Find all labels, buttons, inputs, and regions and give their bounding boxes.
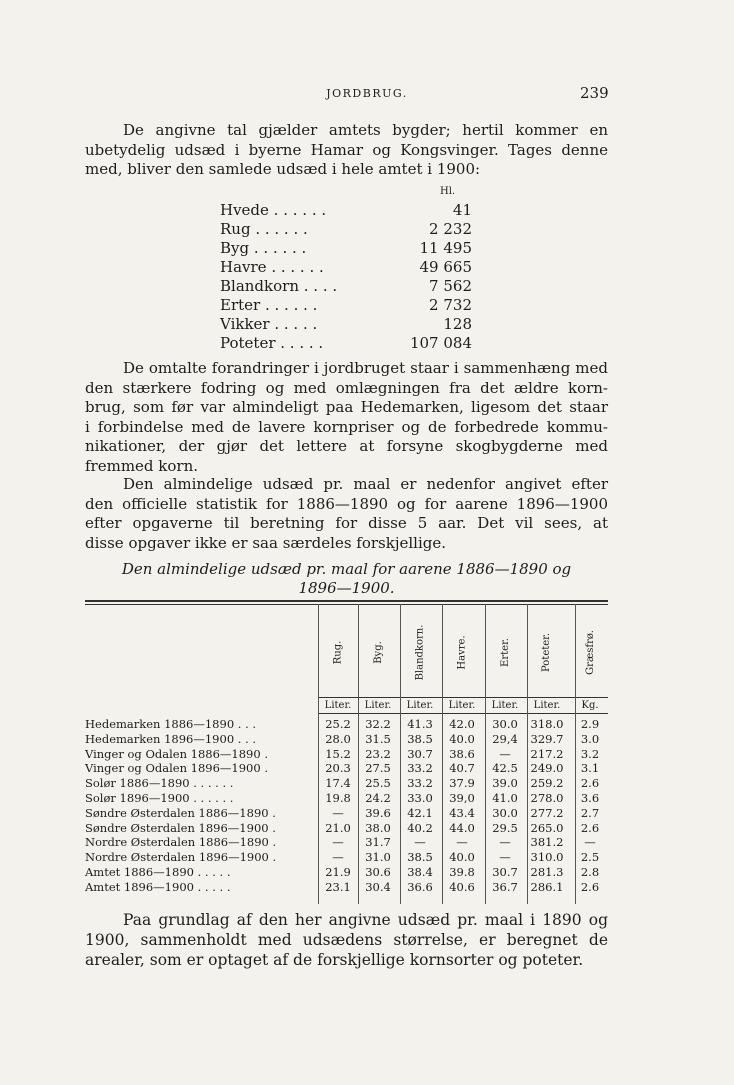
- row-label: Hedemarken 1896—1900 . . .: [85, 731, 257, 746]
- table-cell: 36.6: [407, 879, 433, 894]
- table-cell: 42.1: [407, 805, 433, 820]
- table-cell: 2.5: [580, 850, 600, 865]
- table-cell: 37.9: [449, 776, 475, 791]
- table-cell: —: [499, 746, 511, 761]
- table-cell: 41.0: [492, 791, 518, 805]
- table-cell: 3.2: [580, 746, 600, 761]
- table-cell: 42.5: [492, 761, 518, 776]
- table-cell: 40.6: [449, 879, 475, 894]
- table-cell: 2.6: [580, 776, 600, 791]
- column-unit: Liter.: [406, 700, 434, 711]
- table-cell: —: [584, 835, 596, 850]
- table-cell: 43.4: [449, 805, 475, 820]
- column-unit: Kg.: [581, 700, 599, 711]
- table-row: [85, 835, 608, 850]
- table-row: [85, 791, 608, 806]
- table-cell: 42.0: [449, 717, 475, 731]
- row-label: Vinger og Odalen 1896—1900 .: [85, 761, 268, 776]
- column-header: [318, 612, 358, 692]
- crop-value: 107 084: [409, 334, 472, 352]
- table-cell: 217.2: [530, 746, 564, 761]
- caption-line: Den almindelige udsæd pr. maal for aarene 1886—1890 og: [121, 560, 572, 578]
- table-cell: 24.2: [365, 791, 391, 805]
- column-header: [442, 612, 482, 692]
- text-line: Paa grundlag af den her angivne udsæd pr. maal i 1890 og: [123, 911, 608, 929]
- table-cell: 318.0: [530, 717, 564, 731]
- table-cell: 310.0: [530, 850, 564, 865]
- total-sowing-unit: Hl.: [440, 186, 456, 197]
- row-label: Søndre Østerdalen 1896—1900 .: [85, 820, 276, 835]
- table-cell: 38.4: [407, 865, 433, 879]
- column-header-label: Græsfrø.: [584, 629, 596, 675]
- text-line: 1900, sammenholdt med udsædens størrelse, er beregnet de: [85, 931, 608, 949]
- table-cell: 39.0: [492, 776, 518, 791]
- table-cell: 265.0: [530, 820, 564, 835]
- table-row: [85, 865, 608, 880]
- table-cell: 30.6: [365, 865, 391, 879]
- column-header-label: Erter.: [499, 637, 511, 667]
- table-row: [85, 821, 608, 836]
- total-sowing-row: [220, 315, 472, 334]
- table-cell: 39.8: [449, 865, 475, 879]
- table-row: [85, 732, 608, 747]
- table-cell: 29,4: [492, 731, 518, 746]
- table-row: [85, 806, 608, 821]
- table-cell: 2.9: [580, 717, 600, 731]
- column-header: [527, 612, 567, 692]
- text-line: arealer, som er optaget af de forskjellige kornsorter og poteter.: [85, 951, 584, 969]
- page-number: 239: [580, 84, 609, 102]
- column-header: [400, 612, 440, 692]
- table-cell: 329.7: [530, 731, 564, 746]
- crop-label: Erter . . . . . .: [220, 296, 318, 314]
- crop-value: 49 665: [419, 258, 472, 276]
- total-sowing-row: [220, 334, 472, 353]
- table-cell: 38.0: [365, 820, 391, 835]
- paragraph-statistics: [85, 475, 608, 553]
- table-cell: 20.3: [325, 761, 351, 776]
- crop-value: 2 732: [429, 296, 472, 314]
- row-label: Søndre Østerdalen 1886—1890 .: [85, 805, 276, 820]
- table-cell: 3.0: [580, 731, 600, 746]
- table-cell: 32.2: [365, 717, 391, 731]
- crop-value: 7 562: [429, 277, 472, 295]
- column-header-label: Poteter.: [541, 632, 553, 672]
- table-cell: 30.0: [492, 717, 518, 731]
- text-line: med, bliver den samlede udsæd i hele amtet i 1900:: [85, 160, 481, 178]
- table-cell: 2.6: [580, 879, 600, 894]
- table-cell: 44.0: [449, 820, 475, 835]
- table-cell: 381.2: [530, 835, 564, 850]
- table-cell: 2.7: [580, 805, 600, 820]
- table-cell: 21.9: [325, 865, 351, 879]
- table-cell: 39,0: [449, 791, 475, 805]
- row-label: Solør 1896—1900 . . . . . .: [85, 791, 234, 805]
- text-line: disse opgaver ikke er saa særdeles forskjellige.: [85, 533, 446, 552]
- intro-paragraph: [85, 121, 608, 180]
- table-row: [85, 776, 608, 791]
- table-top-rule-thin: [85, 604, 608, 605]
- table-caption: [85, 560, 608, 598]
- column-header: [485, 612, 525, 692]
- table-cell: 23.1: [325, 879, 351, 894]
- table-cell: 30.4: [365, 879, 391, 894]
- table-cell: 40.7: [449, 761, 475, 776]
- row-label: Amtet 1886—1890 . . . . .: [85, 865, 231, 879]
- table-cell: 3.6: [580, 791, 600, 805]
- table-cell: 25.5: [365, 776, 391, 791]
- table-cell: 41.3: [407, 717, 433, 731]
- table-cell: 33.2: [407, 776, 433, 791]
- row-label: Nordre Østerdalen 1896—1900 .: [85, 850, 277, 865]
- table-cell: —: [332, 835, 344, 850]
- crop-value: 2 232: [429, 220, 472, 238]
- table-cell: 281.3: [530, 865, 564, 879]
- table-cell: 40.0: [449, 850, 475, 865]
- table-cell: 33.2: [407, 761, 433, 776]
- text-line: nikationer, der gjør det lettere at forsyne skogbygderne med: [85, 437, 608, 455]
- total-sowing-row: [220, 220, 472, 239]
- table-cell: 27.5: [365, 761, 391, 776]
- column-header: [574, 612, 606, 692]
- table-cell: 29.5: [492, 820, 518, 835]
- column-unit: Liter.: [364, 700, 392, 711]
- crop-label: Poteter . . . . .: [220, 334, 324, 352]
- text-line: De omtalte forandringer i jordbruget staar i sammenhæng med: [123, 359, 608, 377]
- table-cell: 36.7: [492, 879, 518, 894]
- table-cell: 33.0: [407, 791, 433, 805]
- paragraph-relations: [85, 359, 608, 476]
- column-header-label: Byg.: [372, 640, 384, 664]
- row-label: Vinger og Odalen 1886—1890 .: [85, 746, 268, 761]
- table-cell: 28.0: [325, 731, 351, 746]
- table-cell: 38.5: [407, 731, 433, 746]
- table-cell: 3.1: [580, 761, 600, 776]
- table-cell: 31.0: [365, 850, 391, 865]
- table-cell: 30.0: [492, 805, 518, 820]
- crop-label: Rug . . . . . .: [220, 220, 308, 238]
- crop-value: 11 495: [419, 239, 472, 257]
- column-header-label: Blandkorn.: [414, 624, 426, 680]
- table-unit-rule: [318, 713, 608, 714]
- table-top-rule: [85, 600, 608, 602]
- text-line: den officielle statistik for 1886—1890 og for aarene 1896—1900: [85, 494, 608, 513]
- crop-label: Havre . . . . . .: [220, 258, 324, 276]
- table-cell: 277.2: [530, 805, 564, 820]
- column-header-label: Havre.: [456, 634, 468, 670]
- table-cell: 40.0: [449, 731, 475, 746]
- text-line: ubetydelig udsæd i byerne Hamar og Kongsvinger. Tages denne: [85, 140, 608, 159]
- total-sowing-row: [220, 258, 472, 277]
- text-line: De angivne tal gjælder amtets bygder; hertil kommer en: [123, 121, 608, 139]
- table-cell: 30.7: [492, 865, 518, 879]
- table-cell: 15.2: [325, 746, 351, 761]
- table-cell: 31.5: [365, 731, 391, 746]
- table-cell: —: [499, 835, 511, 850]
- column-header: [358, 612, 398, 692]
- table-cell: 2.6: [580, 820, 600, 835]
- table-cell: —: [499, 850, 511, 865]
- column-unit: Liter.: [324, 700, 352, 711]
- text-line: i forbindelse med de lavere kornpriser og de forbedrede kommu-: [85, 417, 608, 436]
- column-unit: Liter.: [533, 700, 561, 711]
- row-label: Nordre Østerdalen 1886—1890 .: [85, 835, 277, 850]
- table-cell: 38.5: [407, 850, 433, 865]
- table-cell: 19.8: [325, 791, 351, 805]
- table-cell: 39.6: [365, 805, 391, 820]
- text-line: brug, som før var almindeligt paa Hedemarken, ligesom det staar: [85, 398, 608, 416]
- text-line: fremmed korn.: [85, 456, 199, 475]
- table-cell: 259.2: [530, 776, 564, 791]
- table-row: [85, 717, 608, 732]
- table-cell: 25.2: [325, 717, 351, 731]
- column-header-label: Rug.: [332, 640, 344, 664]
- table-cell: 286.1: [530, 879, 564, 894]
- table-cell: —: [332, 805, 344, 820]
- running-title: JORDBRUG.: [326, 87, 408, 100]
- closing-paragraph: [85, 910, 608, 970]
- crop-value: 41: [452, 201, 472, 219]
- table-cell: 40.2: [407, 820, 433, 835]
- crop-label: Blandkorn . . . .: [220, 277, 338, 295]
- text-line: Den almindelige udsæd pr. maal er nedenfor angivet efter: [123, 475, 608, 493]
- crop-value: 128: [443, 315, 472, 333]
- table-cell: 2.8: [580, 865, 600, 879]
- table-row: [85, 880, 608, 895]
- text-line: efter opgaverne til beretning for disse 5 aar. Det vil sees, at: [85, 514, 608, 532]
- caption-line: 1896—1900.: [298, 579, 395, 597]
- table-cell: 249.0: [530, 761, 564, 776]
- total-sowing-row: [220, 296, 472, 315]
- table-row: [85, 850, 608, 865]
- table-cell: —: [414, 835, 426, 850]
- table-cell: 278.0: [530, 791, 564, 805]
- table-row: [85, 761, 608, 776]
- column-unit: Liter.: [448, 700, 476, 711]
- table-row: [85, 747, 608, 762]
- row-label: Amtet 1896—1900 . . . . .: [85, 879, 231, 894]
- total-sowing-row: [220, 277, 472, 296]
- column-unit: Liter.: [491, 700, 519, 711]
- total-sowing-row: [220, 239, 472, 258]
- table-cell: 31.7: [365, 835, 391, 850]
- table-cell: 30.7: [407, 746, 433, 761]
- table-cell: 17.4: [325, 776, 351, 791]
- table-cell: —: [332, 850, 344, 865]
- table-header-rule: [318, 697, 608, 698]
- total-sowing-row: [220, 201, 472, 220]
- row-label: Solør 1886—1890 . . . . . .: [85, 776, 234, 791]
- table-cell: 38.6: [449, 746, 475, 761]
- text-line: den stærkere fodring og med omlægningen fra det ældre korn-: [85, 378, 608, 397]
- crop-label: Byg . . . . . .: [220, 239, 307, 257]
- table-cell: —: [456, 835, 468, 850]
- table-cell: 23.2: [365, 746, 391, 761]
- table-cell: 21.0: [325, 820, 351, 835]
- row-label: Hedemarken 1886—1890 . . .: [85, 717, 257, 731]
- crop-label: Vikker . . . . .: [220, 315, 318, 333]
- crop-label: Hvede . . . . . .: [220, 201, 327, 219]
